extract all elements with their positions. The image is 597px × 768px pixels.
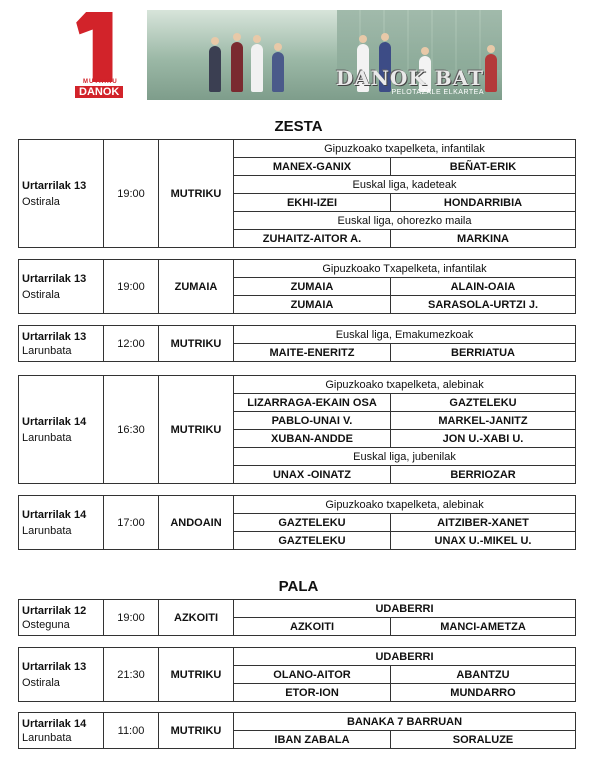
- schedule-block: [18, 375, 576, 484]
- header-banner: [57, 10, 502, 100]
- team-a: ZUMAIA: [234, 278, 391, 296]
- category-row: Euskal liga, Emakumezkoak: [234, 326, 576, 344]
- team-a: MAITE-ENERITZ: [234, 344, 391, 362]
- team-b: BEÑAT-ERIK: [391, 158, 576, 176]
- event-time: 21:30: [104, 648, 159, 702]
- event-day: Ostirala: [22, 195, 60, 208]
- schedule-block: [18, 259, 576, 314]
- team-b: UNAX U.-MIKEL U.: [391, 532, 576, 550]
- category-row: Euskal liga, ohorezko maila: [234, 212, 576, 230]
- date-cell: [19, 648, 104, 702]
- category-row: Gipuzkoako Txapelketa, infantilak: [234, 260, 576, 278]
- category-row: Euskal liga, kadeteak: [234, 176, 576, 194]
- team-a: ETOR-ION: [234, 684, 391, 702]
- team-a: LIZARRAGA-EKAIN OSA: [234, 394, 391, 412]
- event-date: Urtarrilak 14: [22, 717, 87, 730]
- event-venue: MUTRIKU: [159, 326, 234, 362]
- team-b: HONDARRIBIA: [391, 194, 576, 212]
- date-cell: [19, 140, 104, 248]
- event-date: Urtarrilak 13: [22, 179, 87, 192]
- event-date: Urtarrilak 14: [22, 415, 87, 428]
- date-cell: [19, 713, 104, 749]
- team-a: AZKOITI: [234, 618, 391, 636]
- team-a: XUBAN-ANDDE: [234, 430, 391, 448]
- schedule-block: [18, 599, 576, 636]
- player-figure: [485, 54, 497, 92]
- team-b: BERRIATUA: [391, 344, 576, 362]
- event-day: Larunbata: [22, 731, 72, 744]
- event-date: Urtarrilak 13: [22, 330, 87, 343]
- team-b: ALAIN-OAIA: [391, 278, 576, 296]
- schedule-block: [18, 325, 576, 362]
- category-row: Gipuzkoako txapelketa, infantilak: [234, 140, 576, 158]
- event-venue: MUTRIKU: [159, 140, 234, 248]
- schedule-block: [18, 647, 576, 702]
- event-day: Ostirala: [22, 676, 60, 689]
- team-b: MANCI-AMETZA: [391, 618, 576, 636]
- event-time: 19:00: [104, 600, 159, 636]
- event-time: 17:00: [104, 496, 159, 550]
- event-day: Larunbata: [22, 524, 72, 537]
- event-venue: MUTRIKU: [159, 648, 234, 702]
- logo-name: DANOK: [75, 86, 123, 98]
- event-time: 19:00: [104, 140, 159, 248]
- event-venue: MUTRIKU: [159, 376, 234, 484]
- event-time: 19:00: [104, 260, 159, 314]
- team-b: SARASOLA-URTZI J.: [391, 296, 576, 314]
- team-a: PABLO-UNAI V.: [234, 412, 391, 430]
- team-b: JON U.-XABI U.: [391, 430, 576, 448]
- team-a: MANEX-GANIX: [234, 158, 391, 176]
- event-date: Urtarrilak 13: [22, 272, 87, 285]
- team-a: ZUHAITZ-AITOR A.: [234, 230, 391, 248]
- date-cell: [19, 260, 104, 314]
- event-time: 11:00: [104, 713, 159, 749]
- schedule-block: [18, 495, 576, 550]
- schedule-block: [18, 712, 576, 749]
- event-time: 12:00: [104, 326, 159, 362]
- category-row: UDABERRI: [234, 648, 576, 666]
- event-venue: MUTRIKU: [159, 713, 234, 749]
- team-a: OLANO-AITOR: [234, 666, 391, 684]
- event-day: Osteguna: [22, 618, 70, 631]
- event-day: Ostirala: [22, 288, 60, 301]
- event-date: Urtarrilak 12: [22, 604, 87, 617]
- event-date: Urtarrilak 14: [22, 508, 87, 521]
- category-row: BANAKA 7 BARRUAN: [234, 713, 576, 731]
- team-a: GAZTELEKU: [234, 514, 391, 532]
- date-cell: [19, 376, 104, 484]
- team-b: GAZTELEKU: [391, 394, 576, 412]
- event-time: 16:30: [104, 376, 159, 484]
- club-logo: [57, 10, 147, 100]
- player-figure: [209, 46, 221, 92]
- team-b: BERRIOZAR: [391, 466, 576, 484]
- team-b: AITZIBER-XANET: [391, 514, 576, 532]
- team-a: IBAN ZABALA: [234, 731, 391, 749]
- category-row: Euskal liga, jubenilak: [234, 448, 576, 466]
- category-row: Gipuzkoako txapelketa, alebinak: [234, 496, 576, 514]
- event-day: Larunbata: [22, 431, 72, 444]
- category-row: Gipuzkoako txapelketa, alebinak: [234, 376, 576, 394]
- schedule-block: [18, 139, 576, 248]
- team-b: MARKINA: [391, 230, 576, 248]
- logo-small-text: MUTRIKU: [83, 79, 118, 85]
- section-title-zesta: ZESTA: [274, 118, 323, 135]
- team-b: ABANTZU: [391, 666, 576, 684]
- logo-number-one-shape: [63, 12, 129, 82]
- event-day: Larunbata: [22, 344, 72, 357]
- team-b: MUNDARRO: [391, 684, 576, 702]
- team-a: UNAX -OINATZ: [234, 466, 391, 484]
- player-figure: [272, 52, 284, 92]
- section-title-pala: PALA: [278, 578, 319, 595]
- category-row: UDABERRI: [234, 600, 576, 618]
- banner-subtitle: PELOTAZALE ELKARTEA: [391, 89, 484, 96]
- event-venue: ANDOAIN: [159, 496, 234, 550]
- event-date: Urtarrilak 13: [22, 660, 87, 673]
- date-cell: [19, 496, 104, 550]
- team-b: MARKEL-JANITZ: [391, 412, 576, 430]
- player-figure: [251, 44, 263, 92]
- event-venue: AZKOITI: [159, 600, 234, 636]
- date-cell: [19, 600, 104, 636]
- banner-title: DANOK BAT: [335, 66, 484, 90]
- date-cell: [19, 326, 104, 362]
- team-a: ZUMAIA: [234, 296, 391, 314]
- team-b: SORALUZE: [391, 731, 576, 749]
- player-figure: [231, 42, 243, 92]
- event-venue: ZUMAIA: [159, 260, 234, 314]
- team-a: GAZTELEKU: [234, 532, 391, 550]
- team-a: EKHI-IZEI: [234, 194, 391, 212]
